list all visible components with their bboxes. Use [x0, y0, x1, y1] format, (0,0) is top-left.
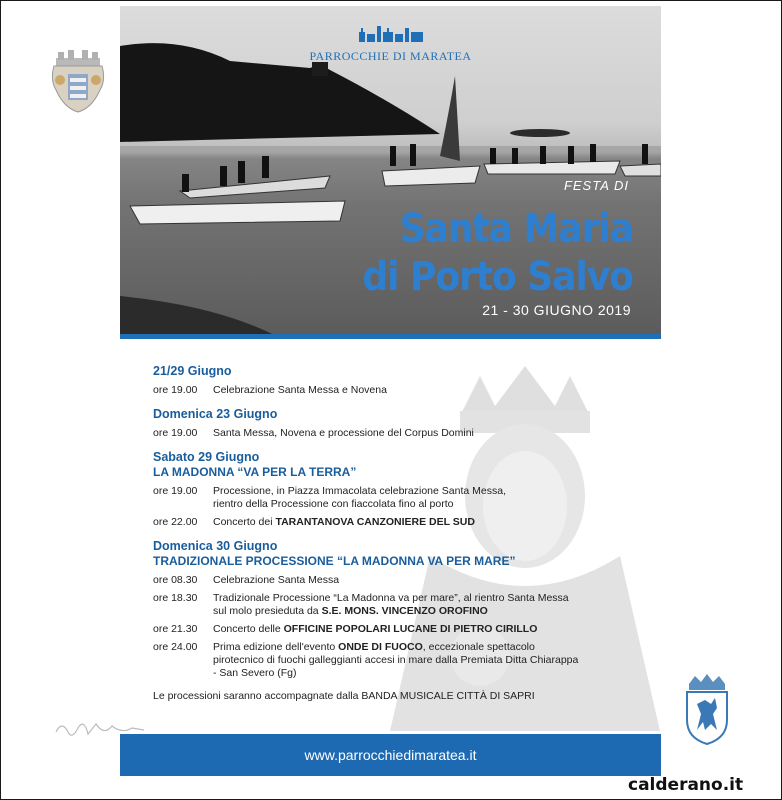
parish-logo — [120, 24, 661, 64]
event-row — [153, 384, 653, 397]
event-time: ore 19.00 — [153, 427, 198, 439]
poster-title-line2: di Porto Salvo — [362, 254, 633, 300]
event-row — [153, 574, 653, 587]
parish-name: PARROCCHIE DI MARATEA — [309, 49, 472, 63]
event-desc — [213, 641, 583, 680]
event-row — [153, 623, 653, 636]
event-time: ore 22.00 — [153, 516, 198, 528]
event-desc — [213, 623, 653, 636]
lion-crest-icon — [683, 674, 731, 746]
harbor-photo — [120, 6, 661, 338]
event-desc-prefix: Concerto dei — [213, 516, 276, 528]
watermark: calderano.it — [628, 775, 744, 795]
event-desc: Celebrazione Santa Messa — [213, 574, 340, 586]
event-time: ore 08.30 — [153, 574, 198, 586]
event-desc-suffix: , eccezionale spettacolo pirotecnico di fuochi galleggianti accesi in mare dalla Premiata Ditta Chiarappa - San Severo (Fg) — [213, 641, 579, 679]
day-block — [153, 539, 653, 680]
day-heading: Sabato 29 Giugno — [153, 450, 260, 464]
churches-skyline-icon — [359, 24, 423, 42]
festa-di-label: FESTA DI — [563, 178, 629, 193]
event-row — [153, 427, 653, 440]
day-heading: Domenica 23 Giugno — [153, 407, 278, 421]
photo-divider — [120, 334, 661, 339]
day-subheading: TRADIZIONALE PROCESSIONE “LA MADONNA VA PER MARE” — [153, 554, 516, 568]
event-desc-prefix: Concerto delle — [213, 623, 284, 635]
event-time: ore 24.00 — [153, 641, 198, 653]
event-row — [153, 641, 653, 680]
event-desc-bold: S.E. MONS. VINCENZO OROFINO — [321, 605, 488, 617]
maratea-crest-icon — [50, 50, 106, 114]
program-schedule — [153, 364, 653, 702]
day-block — [153, 364, 653, 397]
event-desc — [213, 516, 653, 529]
event-desc: Processione, in Piazza Immacolata celebrazione Santa Messa, rientro della Processione con fiaccolata fino al porto — [213, 485, 506, 510]
day-heading: Domenica 30 Giugno — [153, 539, 278, 553]
day-block — [153, 407, 653, 440]
day-block — [153, 450, 653, 529]
signature-logo — [52, 712, 148, 746]
event-row — [153, 485, 653, 511]
closing-note: Le processioni saranno accompagnate dalla BANDA MUSICALE CITTÀ DI SAPRI — [153, 690, 535, 702]
website-footer: www.parrocchiedimaratea.it — [120, 734, 661, 776]
event-desc-prefix: Tradizionale Processione “La Madonna va per mare”, al rientro Santa Messa sul molo presieduta da — [213, 592, 569, 617]
event-desc-bold: TARANTANOVA CANZONIERE DEL SUD — [275, 516, 475, 528]
festival-dates: 21 - 30 GIUGNO 2019 — [482, 302, 631, 318]
event-desc-bold: OFFICINE POPOLARI LUCANE DI PIETRO CIRILLO — [283, 623, 538, 635]
poster-title-line1: Santa Maria — [399, 206, 633, 252]
event-time: ore 21.30 — [153, 623, 198, 635]
event-row — [153, 516, 653, 529]
festival-poster — [120, 6, 661, 776]
event-desc-prefix: Prima edizione dell'evento — [213, 641, 339, 653]
event-desc — [213, 592, 573, 618]
event-desc: Santa Messa, Novena e processione del Corpus Domini — [213, 427, 474, 439]
event-desc-bold: ONDE DI FUOCO — [338, 641, 423, 653]
event-desc: Celebrazione Santa Messa e Novena — [213, 384, 387, 396]
event-time: ore 18.30 — [153, 592, 198, 604]
day-heading: 21/29 Giugno — [153, 364, 232, 378]
event-time: ore 19.00 — [153, 485, 198, 497]
event-time: ore 19.00 — [153, 384, 198, 396]
day-subheading: LA MADONNA “VA PER LA TERRA” — [153, 465, 357, 479]
event-row — [153, 592, 653, 618]
